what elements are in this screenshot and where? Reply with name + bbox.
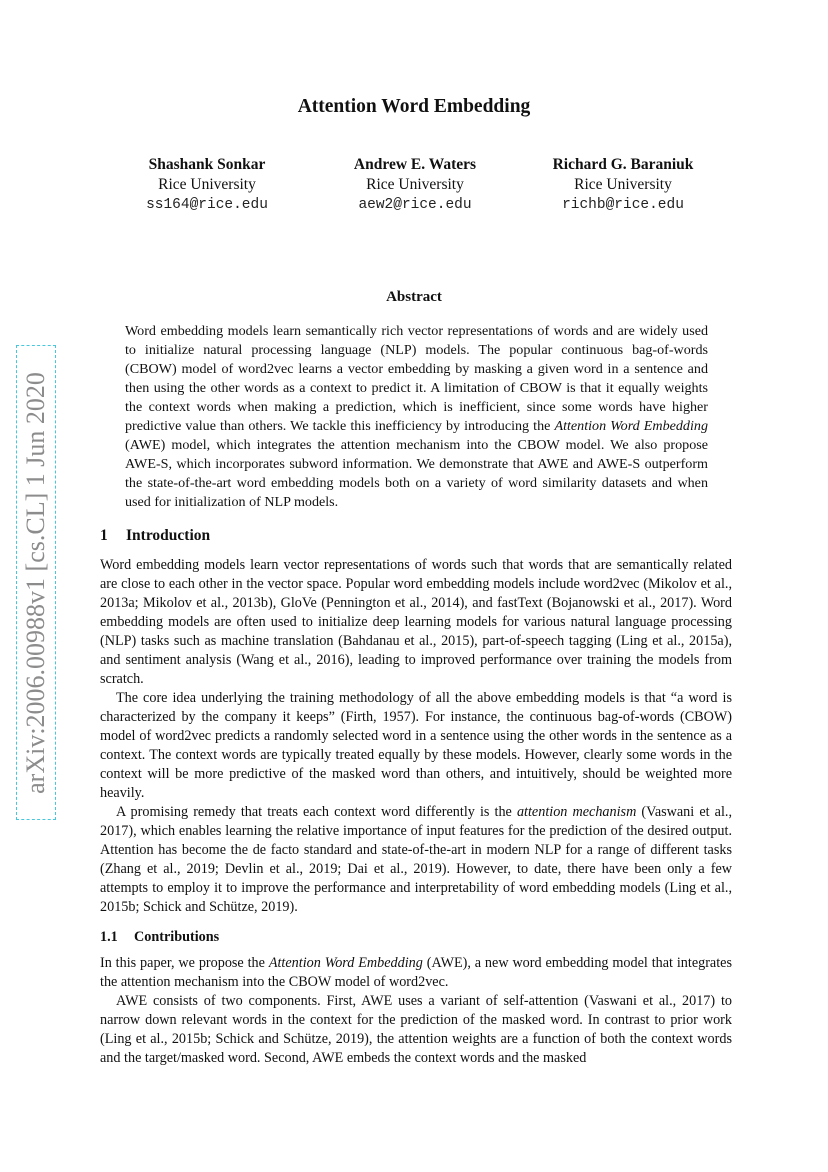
author-name: Richard G. Baraniuk — [552, 156, 694, 173]
author-name: Andrew E. Waters — [353, 156, 477, 173]
contributions-body — [100, 954, 732, 1068]
contrib-paragraph-2: AWE consists of two components. First, AWE uses a variant of self-attention (Vaswani et al., 2017) to narrow down relevant words in the context for the prediction of the masked word. In contrast to prior work (Ling et al., 2015b; Schick and Schütze, 2019), the attention weights are a function of both the context words and the target/masked word. Second, AWE embeds the context words and the masked — [100, 993, 732, 1066]
contrib-p1-term: Attention Word Embedding — [268, 955, 423, 971]
intro-paragraph-3 — [100, 803, 732, 917]
intro-p3-start: A promising remedy that treats each context word differently is the — [116, 804, 517, 820]
author-block — [97, 155, 317, 216]
abstract-paragraph — [125, 322, 708, 512]
author-affiliation: Rice University — [158, 176, 256, 193]
subsection-heading — [100, 929, 219, 946]
intro-p3-end: (Vaswani et al., 2017), which enables learning the relative importance of input features for the prediction of the desired output. Attention has become the de facto standard and state-of-the-art in modern NLP for a range of different tasks (Zhang et al., 2019; Devlin et al., 2019; Dai et al., 2019). However, to date, there have been only a few attempts to employ it to improve the performance and interpretability of word embedding models (Ling et al., 2015b; Schick and Schütze, 2019). — [100, 804, 732, 915]
abstract-model-name: Attention Word Embedding — [554, 418, 708, 434]
contrib-p1-end: (AWE), a new word embedding model that integrates the attention mechanism into the CBOW model of word2vec. — [100, 955, 732, 990]
section-number: 1 — [100, 527, 108, 544]
intro-p3-term: attention mechanism — [516, 804, 637, 820]
introduction-body — [100, 556, 732, 917]
abstract-text-end: (AWE) model, which integrates the attention mechanism into the CBOW model. We also propose AWE-S, which incorporates subword information. We demonstrate that AWE and AWE-S outperform the state-of-the-art word embedding models both on a variety of word similarity datasets and when used for initialization of NLP models. — [125, 437, 708, 510]
contrib-p1-start: In this paper, we propose the — [100, 955, 269, 971]
author-block — [513, 155, 733, 216]
author-email: aew2@rice.edu — [358, 197, 472, 213]
arxiv-identifier-text: arXiv:2006.00988v1 [cs.CL] 1 Jun 2020 — [21, 371, 50, 794]
paper-title: Attention Word Embedding — [297, 96, 531, 117]
author-email: richb@rice.edu — [562, 197, 684, 213]
author-email: ss164@rice.edu — [146, 197, 268, 213]
author-affiliation: Rice University — [574, 176, 672, 193]
section-heading — [100, 527, 210, 545]
author-name: Shashank Sonkar — [148, 156, 266, 173]
subsection-title: Contributions — [134, 929, 220, 945]
contrib-paragraph-1 — [100, 954, 732, 992]
subsection-number: 1.1 — [100, 929, 118, 945]
arxiv-identifier-stamp — [16, 345, 56, 820]
abstract-text-start: Word embedding models learn semantically rich vector representations of words and are widely used to initialize natural processing language (NLP) models. The popular continuous bag-of-words (CBOW) model of word2vec learns a vector embedding by masking a given word in a sentence and then using the other words as a context to predict it. A limitation of CBOW is that it equally weights the context words when making a prediction, which is inefficient, since some words have higher predictive value than others. We tackle this inefficiency by introducing the — [125, 323, 708, 434]
abstract-heading: Abstract — [386, 289, 442, 305]
section-title: Introduction — [126, 527, 211, 544]
intro-paragraph-1: Word embedding models learn vector representations of words such that words that are semantically related are close to each other in the vector space. Popular word embedding models include word2vec (Mikolov et al., 2013a; Mikolov et al., 2013b), GloVe (Pennington et al., 2014), and fastText (Bojanowski et al., 2017). Word embedding models are often used to initialize deep learning models for various natural language processing (NLP) tasks such as machine translation (Bahdanau et al., 2015), part-of-speech tagging (Ling et al., 2015a), and sentiment analysis (Wang et al., 2016), leading to improved performance over training the models from scratch. — [100, 557, 732, 687]
author-block — [305, 155, 525, 216]
author-affiliation: Rice University — [366, 176, 464, 193]
intro-paragraph-2: The core idea underlying the training methodology of all the above embedding models is that “a word is characterized by the company it keeps” (Firth, 1957). For instance, the continuous bag-of-words (CBOW) model of word2vec predicts a randomly selected word in a sentence using the other words in the sentence as a context. The context words are typically treated equally by these models. However, clearly some words in the context will be more predictive of the masked word than others, and intuitively, should be weighted more heavily. — [100, 690, 732, 801]
